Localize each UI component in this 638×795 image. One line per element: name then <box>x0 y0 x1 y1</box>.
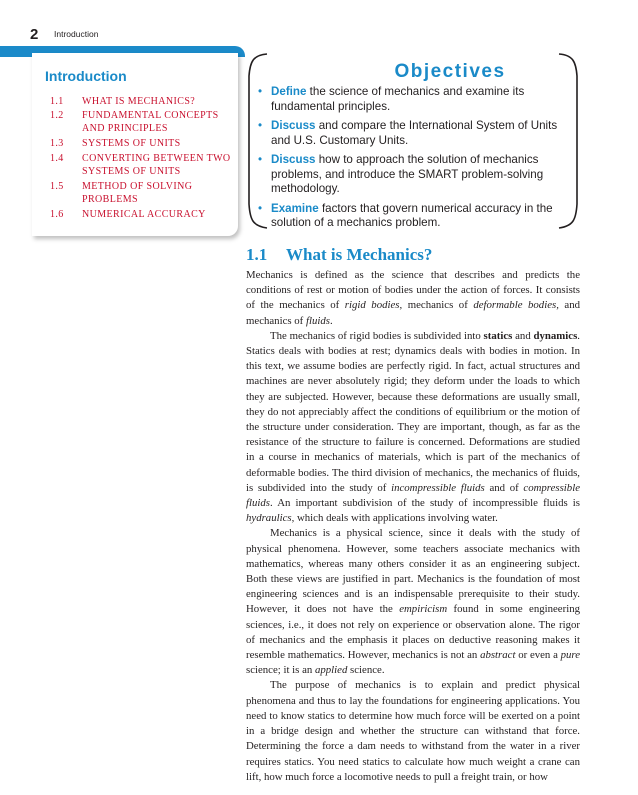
bullet-icon: • <box>258 153 263 166</box>
text-run: . Statics deals with bodies at rest; dynamics deals with bodies in motion. In this text, we assume bodies are perfectly rigid. In fact, actual structures and machines are never absolutely rigid; they deform under the loads to which they are subjected. However, because these deformations are usually small, they do not appreciably affect the conditions of equilibrium or the motion of the structure under consideration. They are important, though, as far as the resistance of the structure to failure is concerned. Deformations are studied in a course in mechanics of materials, which is part of the mechanics of deformable bodies. The third division of mechanics, the mechanics of fluids, is subdivided into the study of <box>246 329 580 494</box>
objective-text: factors that govern numerical accuracy in the solution of a mechanics problem. <box>271 201 553 229</box>
outline-title: Introduction <box>45 68 127 84</box>
emphasis: fluids <box>305 314 330 327</box>
outline-item-number: 1.5 <box>50 181 64 192</box>
objectives-box <box>245 52 581 230</box>
bold-term: statics <box>483 329 513 342</box>
emphasis: hydraulics, <box>246 512 295 525</box>
text-run: . An important subdivision of the study of incompressible fluids is <box>270 497 580 510</box>
outline-item-label: WHAT IS MECHANICS? <box>82 96 196 107</box>
text-run: The purpose of mechanics is to explain and predict physical phenomena and thus to lay the foundations for engineering applications. You need to know statics to determine how much force will be exerted on a point in a bridge design and whether the structure can withstand that force. Determining the force a dam needs to withstand from the water in a river requires statics. You need statics to calculate how much weight a crane can lift, how much force a locomotive needs to pull a freight train, or how <box>246 679 580 783</box>
text-run: . <box>329 314 333 327</box>
text-run: mechanics of <box>402 299 474 312</box>
bullet-icon: • <box>258 85 263 98</box>
objective-keyword: Discuss <box>271 119 316 132</box>
objective-text: how to approach the solution of mechanics problems, and introduce the SMART problem-solving methodology. <box>271 153 544 195</box>
text-run: and mechanics of <box>246 299 580 327</box>
outline-item-label: SYSTEMS OF UNITS <box>82 138 181 149</box>
emphasis: applied <box>314 664 348 677</box>
outline-item-label: NUMERICAL ACCURACY <box>82 209 206 220</box>
objective-keyword: Discuss <box>271 153 316 166</box>
objectives-list <box>257 85 569 236</box>
section-number: 1.1 <box>246 245 268 264</box>
outline-item-number: 1.2 <box>50 110 64 121</box>
objective-text: and compare the International System of Units and U.S. Customary Units. <box>271 119 558 147</box>
emphasis: abstract <box>480 649 516 662</box>
outline-item-label: METHOD OF SOLVING PROBLEMS <box>82 181 193 205</box>
emphasis: compressible fluids <box>246 481 580 510</box>
text-run: The mechanics of rigid bodies is subdivided into <box>270 329 484 342</box>
chapter-outline <box>32 53 238 236</box>
objective-keyword: Define <box>271 85 307 98</box>
emphasis: deformable bodies, <box>473 299 559 312</box>
objective-item <box>257 85 569 114</box>
running-title: Introduction <box>54 29 99 39</box>
emphasis: rigid bodies, <box>344 299 403 312</box>
text-run: or even a <box>515 649 561 662</box>
text-run: found in some engineering sciences, i.e., it does not rely on experience or observation alone. The rigor of mechanics and the emphasis it places on deductive reasoning makes it resemble mathematics. However, mechanics is not an <box>246 603 580 662</box>
objectives-title: Objectives <box>394 61 506 82</box>
objective-text: the science of mechanics and examine its fundamental principles. <box>271 85 525 113</box>
section-title: What is Mechanics? <box>286 245 433 264</box>
bullet-icon: • <box>258 201 263 215</box>
outline-item-label: FUNDAMENTAL CONCEPTS AND PRINCIPLES <box>82 110 219 134</box>
text-run: which deals with applications involving water. <box>294 512 498 525</box>
outline-item-number: 1.1 <box>50 96 64 107</box>
body-text <box>246 268 580 785</box>
objective-item <box>257 153 569 197</box>
objective-item <box>257 202 569 231</box>
emphasis: pure <box>560 649 580 662</box>
objective-keyword: Examine <box>271 201 319 215</box>
emphasis: incompressible fluids <box>391 481 485 494</box>
text-run: Mechanics is a physical science, since it deals with the study of physical phenomena. However, some teachers associate mechanics with mathematics, whereas many others consider it as an engineering subject. Both these views are justified in part. Mechanics is the foundation of most engineering sciences and is an indispensable prerequisite to their study. However, it does not have the <box>246 527 580 616</box>
outline-item-number: 1.4 <box>50 153 64 164</box>
text-run: science; it is an <box>246 664 315 677</box>
outline-item-number: 1.6 <box>50 209 64 220</box>
bullet-icon: • <box>258 119 263 132</box>
text-run: science. <box>347 664 385 677</box>
objective-item <box>257 119 569 148</box>
page-number: 2 <box>30 26 39 43</box>
outline-item-number: 1.3 <box>50 138 64 149</box>
text-run: and of <box>484 481 524 494</box>
paragraph <box>246 526 580 678</box>
paragraph <box>246 678 580 784</box>
paragraph <box>246 329 580 527</box>
paragraph <box>246 268 580 329</box>
text-run: and <box>512 329 534 342</box>
outline-item-label: CONVERTING BETWEEN TWO SYSTEMS OF UNITS <box>82 153 231 177</box>
section-heading <box>246 245 432 265</box>
emphasis: empiricism <box>399 603 448 616</box>
text-run: Mechanics is defined as the science that describes and predicts the conditions of rest or motion of bodies under the action of forces. It consists of the mechanics of <box>246 269 580 312</box>
bold-term: dynamics <box>533 329 578 342</box>
